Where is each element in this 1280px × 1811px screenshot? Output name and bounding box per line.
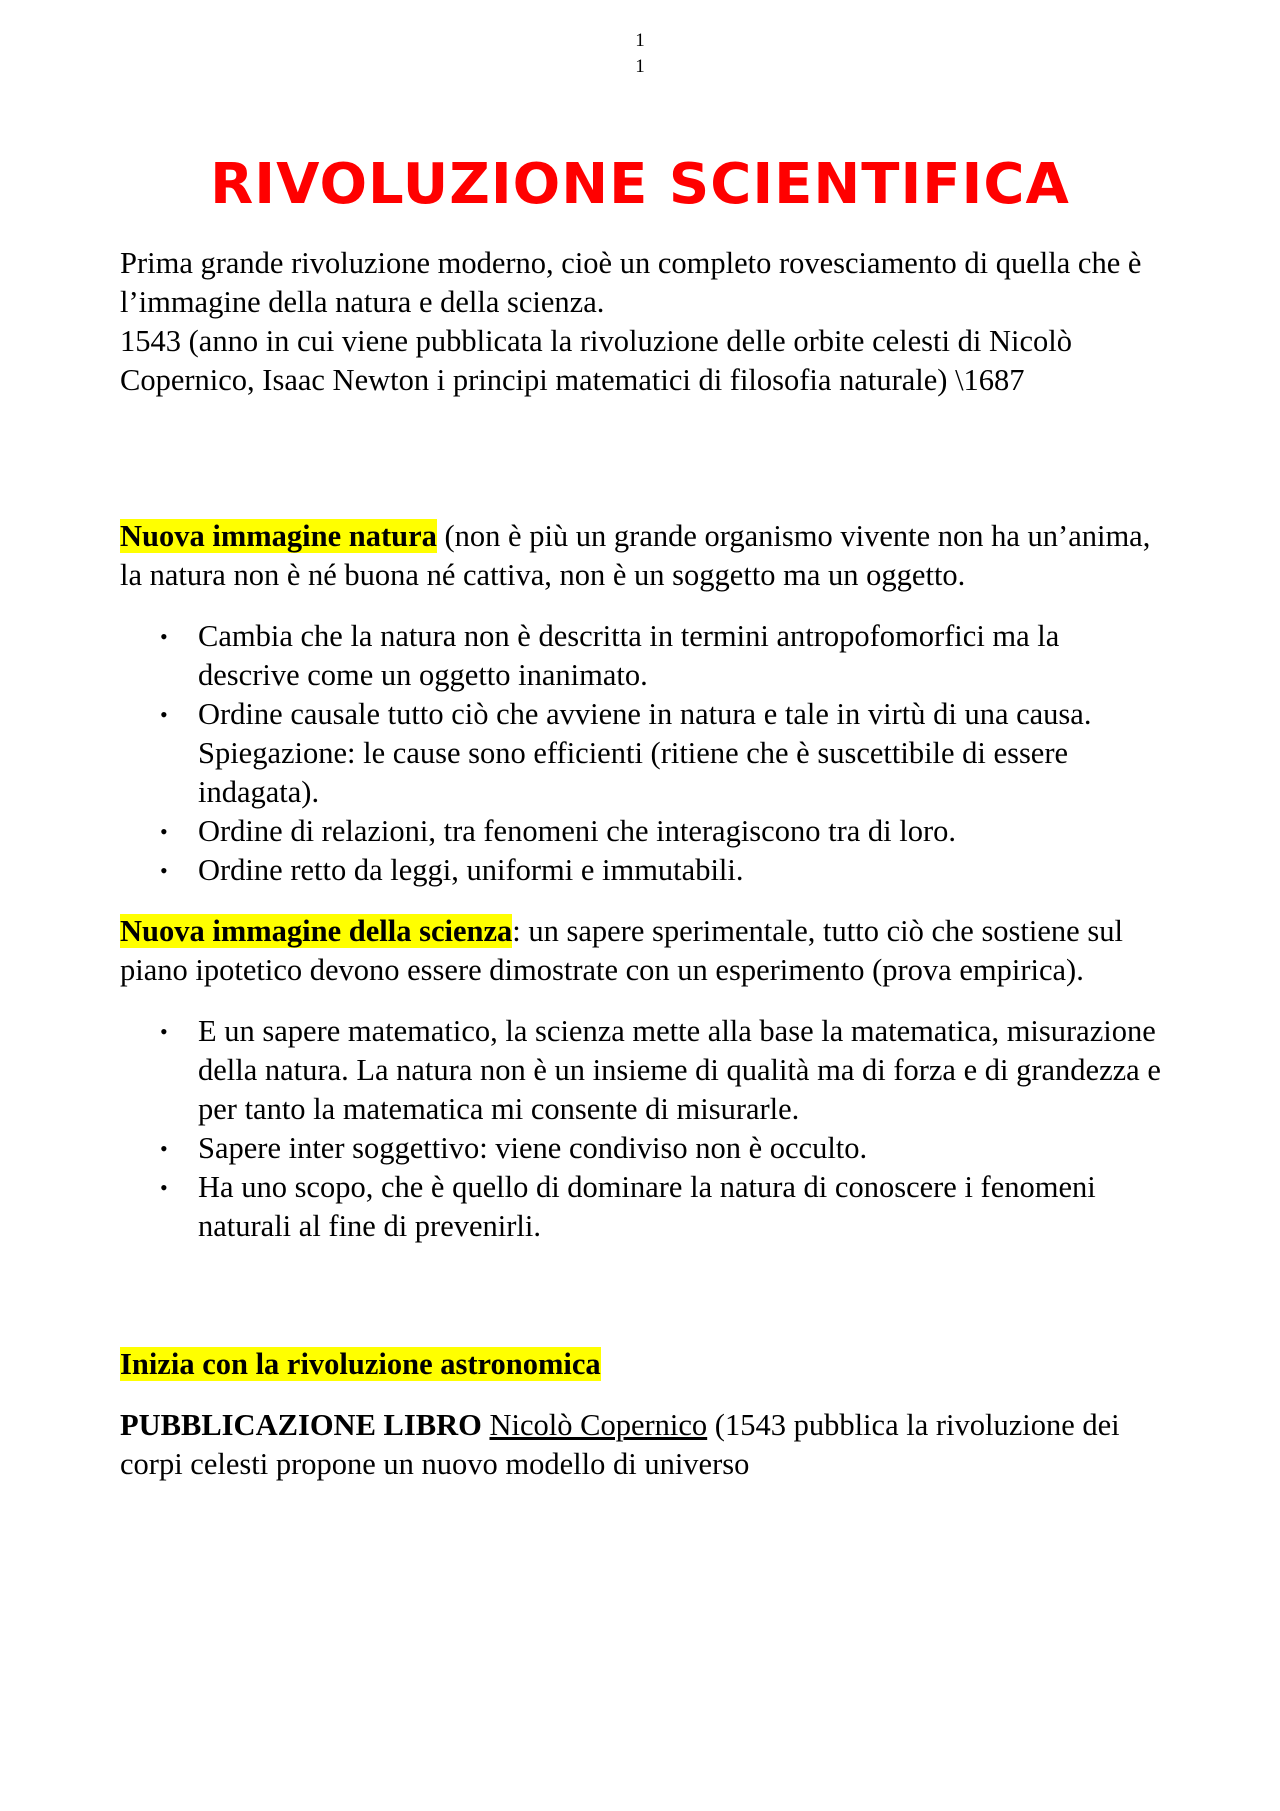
intro-paragraph-1: Prima grande rivoluzione moderno, cioè un completo rovesciamento di quella che è l’immagine della natura e della scienza. — [120, 246, 1142, 319]
section-natura-paragraph — [120, 517, 1165, 595]
section-natura-list — [120, 617, 1165, 890]
list-item: • Ordine di relazioni, tra fenomeni che interagiscono tra di loro. — [198, 812, 1165, 851]
list-item: • Cambia che la natura non è descritta in termini antropofomorfici ma la descrive come un oggetto inanimato. — [198, 617, 1165, 695]
intro-paragraph-2: 1543 (anno in cui viene pubblicata la rivoluzione delle orbite celesti di Nicolò Copernico, Isaac Newton i principi matematici di filosofia naturale) \1687 — [120, 324, 1072, 397]
section-scienza-paragraph — [120, 912, 1165, 990]
copernico-link[interactable]: Nicolò Copernico — [489, 1408, 708, 1442]
publication-paragraph — [120, 1406, 1165, 1484]
list-item: • E un sapere matematico, la scienza mette alla base la matematica, misurazione della natura. La natura non è un insieme di qualità ma di forza e di grandezza e per tanto la matematica mi consente di misurarle. — [198, 1012, 1165, 1129]
list-item: • Ha uno scopo, che è quello di dominare la natura di conoscere i fenomeni naturali al fine di prevenirli. — [198, 1168, 1165, 1246]
section-natura-text: (non è più un grande organismo vivente non ha un’anima, la natura non è né buona né cattiva, non è un soggetto ma un oggetto. — [120, 519, 1151, 592]
section-scienza-list — [120, 1012, 1165, 1246]
publication-label: PUBBLICAZIONE LIBRO — [120, 1408, 482, 1442]
page-number-secondary: 1 — [635, 56, 645, 77]
section-natura-heading: Nuova immagine natura — [120, 519, 437, 553]
publication-text: (1543 pubblica la rivoluzione dei corpi celesti propone un nuovo modello di universo — [120, 1408, 1120, 1481]
section-astronomica-heading: Inizia con la rivoluzione astronomica — [120, 1347, 601, 1381]
section-scienza-heading: Nuova immagine della scienza — [120, 914, 513, 948]
list-item: • Ordine causale tutto ciò che avviene in natura e tale in virtù di una causa. Spiegazione: le cause sono efficienti (ritiene che è suscettibile di essere indagata). — [198, 695, 1165, 812]
document-title: RIVOLUZIONE SCIENTIFICA — [210, 152, 1070, 217]
list-item: • Sapere inter soggettivo: viene condiviso non è occulto. — [198, 1129, 1165, 1168]
document-body — [120, 244, 1165, 1484]
section-astronomica-paragraph — [120, 1345, 1165, 1384]
section-scienza-text: : un sapere sperimentale, tutto ciò che sostiene sul piano ipotetico devono essere dimostrate con un esperimento (prova empirica). — [120, 914, 1123, 987]
page-number: 1 — [635, 30, 645, 51]
list-item: • Ordine retto da leggi, uniformi e immutabili. — [198, 851, 1165, 890]
